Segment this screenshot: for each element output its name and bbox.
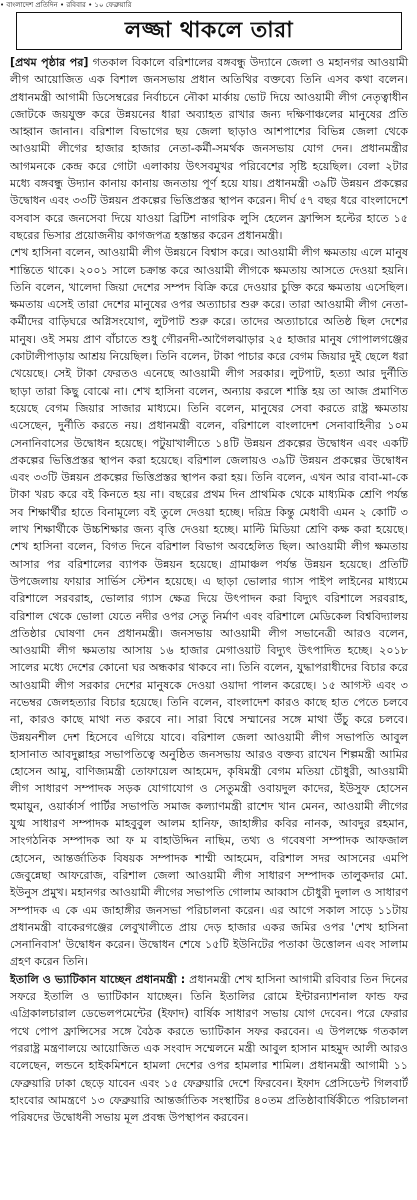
article-body — [10, 54, 408, 1126]
header-strip: • বাংলাদেশ প্রতিদিন • রবিবার • ১০ ফেব্রুয়ারি — [0, 1, 132, 9]
article-paragraph-3 — [10, 971, 408, 1127]
headline-box — [16, 12, 402, 50]
paragraph-text: প্রধানমন্ত্রী শেখ হাসিনা আগামী রবিবার তিন দিনের সফরে ইতালি ও ভ্যাটিকান যাচ্ছেন। তিনি ইতালির রোমে ইন্টারন্যাশনাল ফান্ড ফর এগ্রিকালচারাল ডেভেলপমেন্টের (ইফাদ) বার্ষিক সাধারণ সভায় যোগ দেবেন। পরে ফেরার পথে পোপ ফ্রান্সিসের সঙ্গে বৈঠক করতে ভ্যাটিকান সফর করবেন। এ উপলক্ষে গতকাল পররাষ্ট্র মন্ত্রণালয়ে আয়োজিত এক সংবাদ সম্মেলনে মন্ত্রী আবুল হাসান মাহমুদ আলী আরও বলেছেন, লন্ডনে হাইকমিশনে হামলা দেশের ওপর হামলার শামিল। প্রধানমন্ত্রী আগামী ১১ ফেব্রুয়ারি ঢাকা ছেড়ে যাবেন এবং ১৫ ফেব্রুয়ারি দেশে ফিরবেন। ইফাদ প্রেসিডেন্ট গিলবার্ট হাংবোর আমন্ত্রণে ১৩ ফেব্রুয়ারি আন্তর্জাতিক সংস্থাটির ৪০তম প্রতিষ্ঠাবার্ষিকীতে পরিচালনা পরিষদের উদ্বোধনী সভায় মূল প্রবন্ধ উপস্থাপন করবেন। — [10, 972, 408, 1125]
article-paragraph-1 — [10, 54, 408, 244]
paragraph-text: গতকাল বিকালে বরিশালের বঙ্গবন্ধু উদ্যানে জেলা ও মহানগর আওয়ামী লীগ আয়োজিত এক বিশাল জনসভায় প্রধান অতিথির বক্তব্যে তিনি এসব কথা বলেন। প্রধানমন্ত্রী আগামী ডিসেম্বরের নির্বাচনে নৌকা মার্কায় ভোট দিয়ে আওয়ামী লীগ নেতৃত্বাধীন জোটকে জয়যুক্ত করে উন্নয়নের ধারা অব্যাহত রাখার জন্য দক্ষিণাঞ্চলের মানুষের প্রতি আহ্বান জানান। বরিশাল বিভাগের ছয় জেলা ছাড়াও আশপাশের বিভিন্ন জেলা থেকে আওয়ামী লীগের হাজার হাজার নেতা-কর্মী-সমর্থক জনসভায় যোগ দেন। প্রধানমন্ত্রীর আগমনকে কেন্দ্র করে গোটা এলাকায় উৎসবমুখর পরিবেশের সৃষ্টি হয়েছিল। বেলা ২টার মধ্যে বঙ্গবন্ধু উদ্যান কানায় কানায় জনতায় পূর্ণ হয়ে যায়। প্রধানমন্ত্রী ৩৯টি উন্নয়ন প্রকল্পের উদ্বোধন এবং ৩৩টি উন্নয়ন প্রকল্পের ভিত্তিপ্রস্তর স্থাপন করেন। দীর্ঘ ৫৭ বছর ধরে বাংলাদেশে বসবাস করে জনসেবা দিয়ে যাওয়া ব্রিটিশ নাগরিক লুসি হেলেন ফ্রান্সিস হল্টের হাতে ১৫ বছরের ভিসার প্রয়োজনীয় কাগজপত্র হস্তান্তর করেন প্রধানমন্ত্রী। — [10, 56, 409, 242]
paragraph-text: শেখ হাসিনা বলেন, আওয়ামী লীগ উন্নয়নে বিশ্বাস করে। আওয়ামী লীগ ক্ষমতায় এলে মানুষ শান্তিতে থাকে। ২০০১ সালে চক্রান্ত করে আওয়ামী লীগকে ক্ষমতায় আসতে দেওয়া হয়নি। তিনি বলেন, খালেদা জিয়া দেশের সম্পদ বিক্রি করে দেওয়ার চুক্তি করে ক্ষমতায় এসেছিল। ক্ষমতায় এসেই তারা দেশের মানুষের ওপর অত্যাচার শুরু করে। তারা আওয়ামী লীগ নেতা-কর্মীদের বাড়িঘরে অগ্নিসংযোগ, লুটপাট শুরু করে। তাদের অত্যাচারে অতিষ্ঠ ছিল দেশের মানুষ। ওই সময় প্রাণ বাঁচাতে শুধু গৌরনদী-আগৈলঝাড়ার ২৫ হাজার মানুষ গোপালগঞ্জের কোটালীপাড়ায় আশ্রয় নিয়েছিল। তিনি বলেন, টাকা পাচার করে বেগম জিয়ার দুই ছেলে ধরা খেয়েছে। সেই টাকা ফেরতও এনেছে আওয়ামী লীগ সরকার। লুটপাট, হত্যা আর দুর্নীতি ছাড়া তারা কিছু বোঝে না। শেখ হাসিনা বলেন, অন্যায় করলে শাস্তি হয় তা আজ প্রমাণিত হয়েছে বেগম জিয়ার সাজার মাধ্যমে। তিনি বলেন, মানুষের সেবা করতে রাষ্ট্র ক্ষমতায় এসেছেন, দুর্নীতি করতে নয়। প্রধানমন্ত্রী বলেন, বরিশালে বাংলাদেশ সেনাবাহিনীর ১০ম সেনানিবাসের উদ্বোধন হয়েছে। পটুয়াখালীতে ১৪টি উন্নয়ন প্রকল্পের উদ্বোধন এবং একটি প্রকল্পের ভিত্তিপ্রস্তর স্থাপন করা হয়েছে। বরিশাল জেলায়ও ৩৯টি উন্নয়ন প্রকল্পের উদ্বোধন এবং ৩৩টি উন্নয়ন প্রকল্পের ভিত্তিপ্রস্তর স্থাপন করা হয়। তিনি বলেন, এখন আর বাবা-মা-কে টাকা খরচ করে বই কিনতে হয় না। বছরের প্রথম দিন প্রাথমিক থেকে মাধ্যমিক শ্রেণি পর্যন্ত সব শিক্ষার্থীর হাতে বিনামূল্যে বই তুলে দেওয়া হচ্ছে। দরিদ্র কিন্তু মেধাবী এমন ২ কোটি ৩ লাখ শিক্ষার্থীকে উচ্চশিক্ষার জন্য বৃত্তি দেওয়া হচ্ছে। মাল্টি মিডিয়া শ্রেণি কক্ষ করা হয়েছে। শেখ হাসিনা বলেন, বিগত দিনে বরিশাল বিভাগ অবহেলিত ছিল। আওয়ামী লীগ ক্ষমতায় আসার পর বরিশালের ব্যাপক উন্নয়ন হয়েছে। গ্রামাঞ্চল পর্যন্ত উন্নয়ন হয়েছে। প্রতিটি উপজেলায় ফায়ার সার্ভিস স্টেশন হয়েছে। এ ছাড়া ভোলার গ্যাস পাইপ লাইনের মাধ্যমে বরিশালে সরবরাহ, ভোলার গ্যাস ক্ষেত্র দিয়ে উৎপাদন করা বিদ্যুৎ বরিশালে সরবরাহ, বরিশাল থেকে ভোলা যেতে নদীর ওপর সেতু নির্মাণ এবং বরিশালে মেডিকেল বিশ্ববিদ্যালয় প্রতিষ্ঠার ঘোষণা দেন প্রধানমন্ত্রী। জনসভায় আওয়ামী লীগ সভানেত্রী আরও বলেন, আওয়ামী লীগ ক্ষমতায় আসায় ১৬ হাজার মেগাওয়াট বিদ্যুৎ উৎপাদিত হচ্ছে। ২০১৮ সালের মধ্যে দেশের কোনো ঘর অন্ধকার থাকবে না। তিনি বলেন, যুদ্ধাপরাধীদের বিচার করে আওয়ামী লীগ সরকার দেশের মানুষকে দেওয়া ওয়াদা পালন করেছে। ১৫ আগস্ট এবং ৩ নভেম্বর জেলহত্যার বিচার হয়েছে। তিনি বলেন, বাংলাদেশ কারও কাছে হাত পেতে চলবে না, কারও কাছে মাথা নত করবে না। সারা বিশ্বে সম্মানের সঙ্গে মাথা উঁচু করে চলবে। উন্নয়নশীল দেশ হিসেবে এগিয়ে যাবে। বরিশাল জেলা আওয়ামী লীগ সভাপতি আবুল হাসানাত আবদুল্লাহর সভাপতিত্বে অনুষ্ঠিত জনসভায় আরও বক্তব্য রাখেন শিল্পমন্ত্রী আমির হোসেন আমু, বাণিজ্যমন্ত্রী তোফায়েল আহমেদ, কৃষিমন্ত্রী বেগম মতিয়া চৌধুরী, আওয়ামী লীগ সাধারণ সম্পাদক সড়ক যোগাযোগ ও সেতুমন্ত্রী ওবায়দুল কাদের, ইউসুফ হোসেন হুমায়ুন, ওয়ার্কার্স পার্টির সভাপতি সমাজ কল্যাণমন্ত্রী রাশেদ খান মেনন, আওয়ামী লীগের যুগ্ম সাধারণ সম্পাদক মাহবুবুল আলম হানিফ, জাহাঙ্গীর কবির নানক, আবদুর রহমান, সাংগঠনিক সম্পাদক আ ফ ম বাহাউদ্দিন নাছিম, তথ্য ও গবেষণা সম্পাদক আফজাল হোসেন, আন্তর্জাতিক বিষয়ক সম্পাদক শাম্মী আহমেদ, বরিশাল সদর আসনের এমপি জেবুন্নেছা আফরোজ, বরিশাল জেলা আওয়ামী লীগ সাধারণ সম্পাদক তালুকদার মো. ইউনুস প্রমুখ। মহানগর আওয়ামী লীগের সভাপতি গোলাম আব্বাস চৌধুরী দুলাল ও সাধারণ সম্পাদক এ কে এম জাহাঙ্গীর জনসভা পরিচালনা করেন। এর আগে সকাল সাড়ে ১১টায় প্রধানমন্ত্রী বাকেরগঞ্জের লেবুখালীতে প্রায় দেড় হাজার একর জমির ওপর 'শেখ হাসিনা সেনানিবাস' উদ্বোধন করেন। উদ্বোধন শেষে ১৫টি ইউনিটের পতাকা উত্তোলন এবং সালাম গ্রহণ করেন তিনি। — [10, 246, 408, 969]
sub-headline-colon: : — [176, 972, 190, 986]
article-paragraph-2 — [10, 244, 408, 970]
continued-from-label: [প্রথম পৃষ্ঠার পর] — [10, 56, 89, 69]
headline: লজ্জা থাকলে তারা — [124, 17, 294, 43]
sub-headline: ইতালি ও ভ্যাটিকান যাচ্ছেন প্রধানমন্ত্রী — [10, 972, 177, 986]
